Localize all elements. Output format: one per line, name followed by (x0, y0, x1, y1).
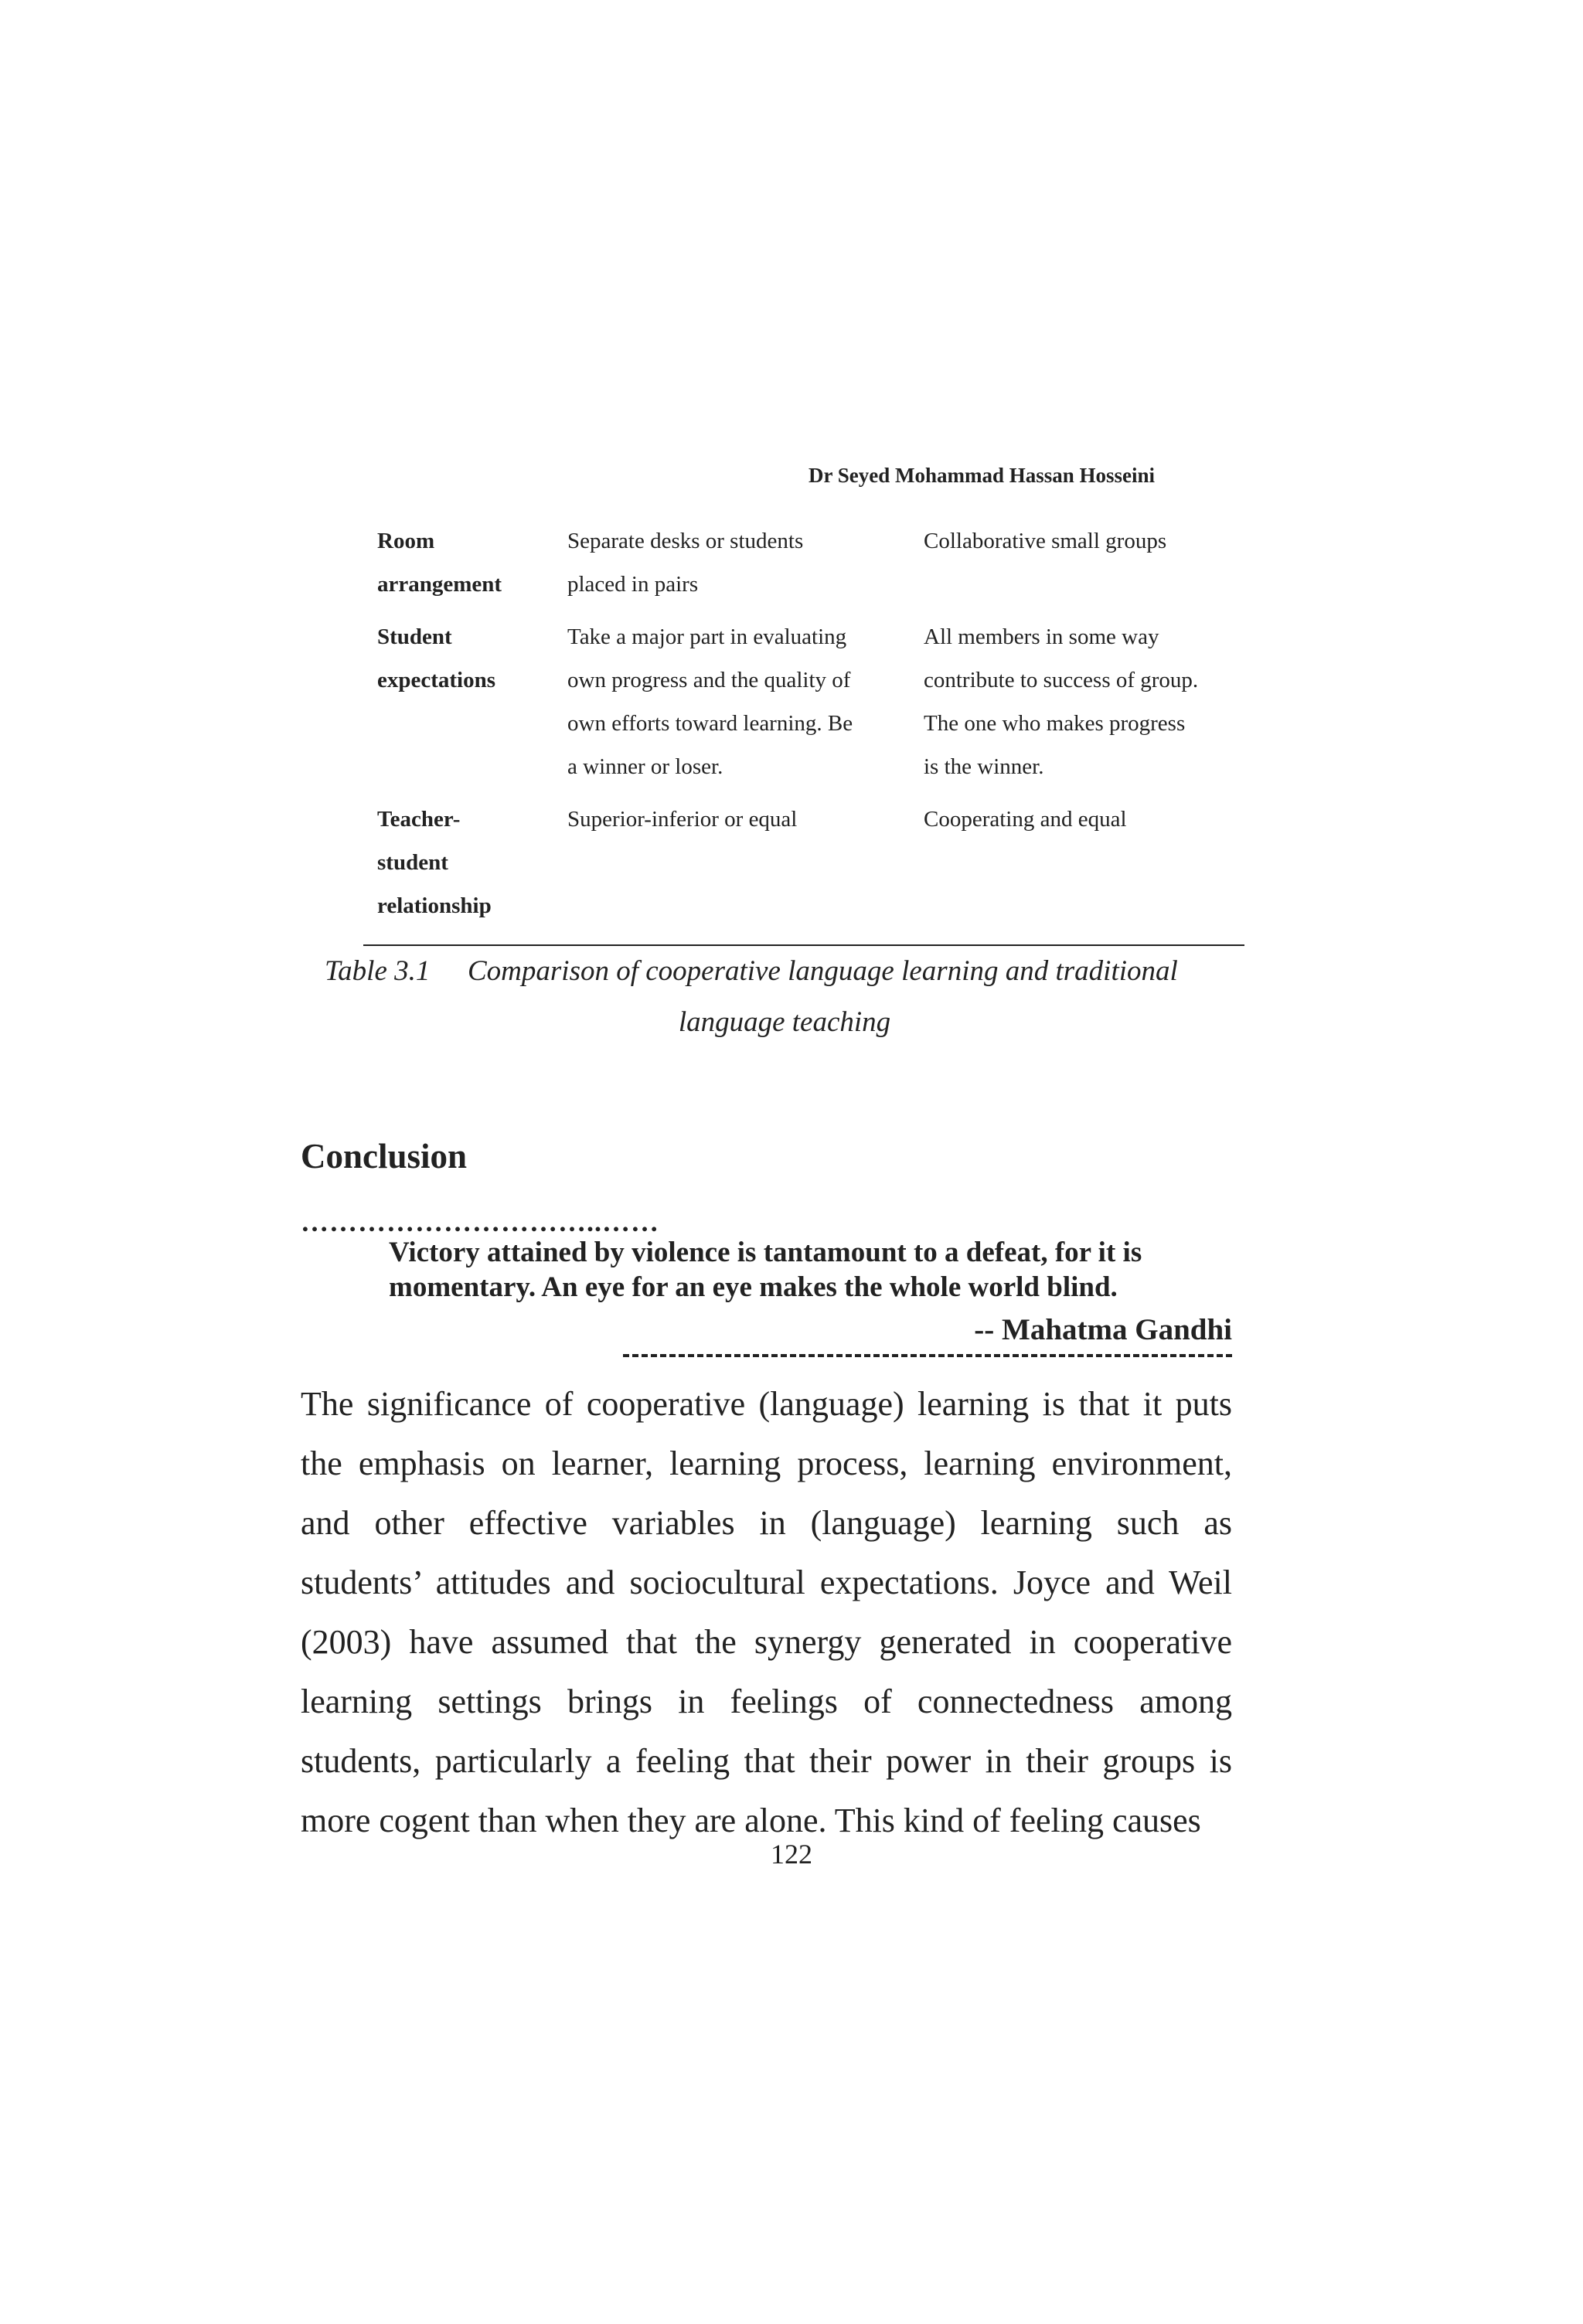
dashed-divider (623, 1354, 1232, 1370)
section-title: Conclusion (301, 1137, 468, 1176)
caption-line-2: language teaching (678, 1006, 891, 1038)
traditional-cell: Take a major part in evaluating own progress and the quality of own efforts toward learning. Be a winner or loser. (567, 624, 853, 779)
table-caption (325, 946, 1214, 1048)
quote-line-2: momentary. An eye for an eye makes the whole world blind. (389, 1271, 1118, 1303)
dotted-leader: …………………………..…… (301, 1206, 659, 1237)
caption-line-1 (325, 946, 1214, 997)
body-paragraph: The significance of cooperative (language) learning is that it puts the emphasis on learner, learning process, learning environment, and other effective variables in (language) learning such as students’ attitudes and sociocultural expectations. Joyce and Weil (2003) have assumed that the synergy generated in cooperative learning settings brings in feelings of connectedness among students, particularly a feeling that their power in their groups is more cogent than when they are alone. This kind of feeling causes (301, 1385, 1232, 1839)
cooperative-cell: Cooperating and equal (924, 807, 1127, 832)
comparison-table (363, 519, 1244, 937)
row-label: Room arrangement (377, 529, 502, 597)
epigraph-quote (389, 1235, 1239, 1305)
quote-attribution: -- Mahatma Gandhi (974, 1313, 1232, 1346)
running-header: Dr Seyed Mohammad Hassan Hosseini (809, 464, 1156, 487)
caption-text: Comparison of cooperative language learning and traditional (468, 955, 1178, 987)
row-label: Teacher- student relationship (377, 807, 492, 918)
table-row (363, 519, 1244, 615)
table-row (363, 798, 1244, 937)
table-row (363, 615, 1244, 798)
row-label: Student expectations (377, 624, 496, 692)
cooperative-cell: All members in some way contribute to success of group. The one who makes progress is the winner. (924, 624, 1199, 779)
page-number: 122 (771, 1839, 812, 1870)
quote-line-1: Victory attained by violence is tantamount to a defeat, for it is (389, 1237, 1142, 1268)
cooperative-cell: Collaborative small groups (924, 529, 1167, 553)
traditional-cell: Superior-inferior or equal (567, 807, 798, 832)
traditional-cell: Separate desks or students placed in pairs (567, 529, 804, 597)
caption-number: Table 3.1 (325, 955, 431, 987)
